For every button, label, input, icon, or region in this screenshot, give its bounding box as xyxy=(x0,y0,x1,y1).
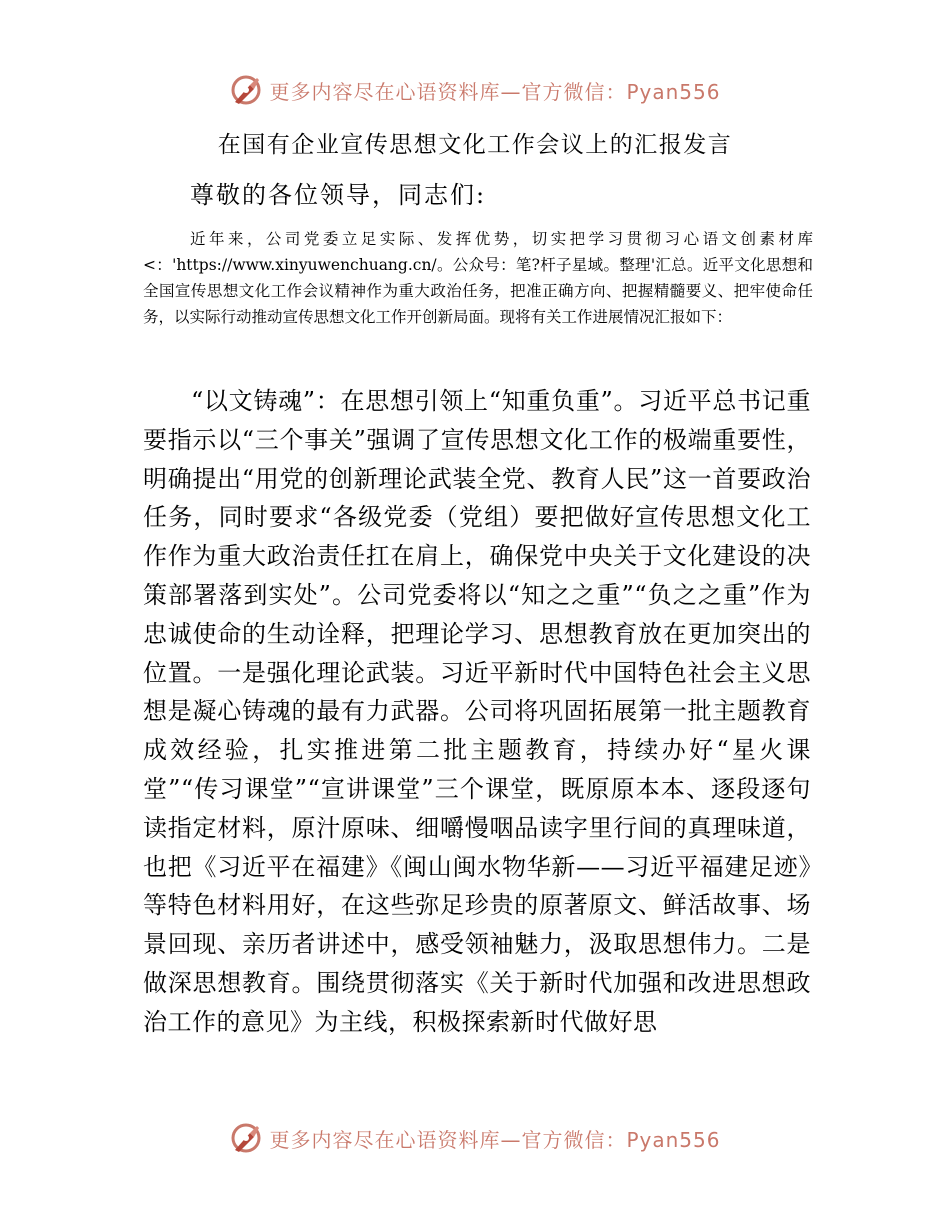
document-title: 在国有企业宣传思想文化工作会议上的汇报发言 xyxy=(217,132,733,158)
body-paragraph: “以文铸魂”：在思想引领上“知重负重”。习近平总书记重要指示以“三个事关”强调了宣传思想文化工作的极端重要性，明确提出“用党的创新理论武装全党、教育人民”这一首要政治任务，同时要求“各级党委（党组）要把做好宣传思想文化工作作为重大政治责任扛在肩上，确保党中央关于文化建设的决策部署落到实处”。公司党委将以“知之之重”“负之之重”作为忠诚使命的生动诠释，把理论学习、思想教育放在更加突出的位置。一是强化理论武装。习近平新时代中国特色社会主义思想是凝心铸魂的最有力武器。公司将巩固拓展第一批主题教育成效经验，扎实推进第二批主题教育，持续办好“星火课堂”“传习课堂”“宣讲课堂”三个课堂，既原原本本、逐段逐句读指定材料，原汁原味、细嚼慢咽品读字里行间的真理味道，也把《习近平在福建》《闽山闽水物华新——习近平福建足迹》等特色材料用好，在这些弥足珍贵的原著原文、鲜活故事、场景回现、亲历者讲述中，感受领袖魅力，汲取思想伟力。二是做深思想教育。围绕贯彻落实《关于新时代加强和改进思想政治工作的意见》为主线，积极探索新时代做好思 xyxy=(143,387,811,1036)
quill-pen-logo-icon xyxy=(229,73,263,107)
header-banner-text: 更多内容尽在心语资料库—官方微信：Pyan556 xyxy=(269,79,721,104)
footer-banner-text: 更多内容尽在心语资料库—官方微信：Pyan556 xyxy=(269,1127,721,1152)
greeting: 尊敬的各位领导，同志们: xyxy=(190,181,487,209)
intro-paragraph: 近年来，公司党委立足实际、发挥优势，切实把学习贯彻习心语文创素材库<：'https://www.xinyuwenchuang.cn/。公众号：笔?杆子星域。整理'汇总。近平文化思想和全国宣传思想文化工作会议精神作为重大政治任务，把准正确方向、把握精髓要义、把牢使命任务，以实际行动推动宣传思想文化工作开创新局面。现将有关工作进展情况汇报如下： xyxy=(143,230,813,326)
quill-pen-logo-icon xyxy=(229,1121,263,1155)
header-banner xyxy=(0,70,950,110)
footer-banner xyxy=(0,1118,950,1158)
